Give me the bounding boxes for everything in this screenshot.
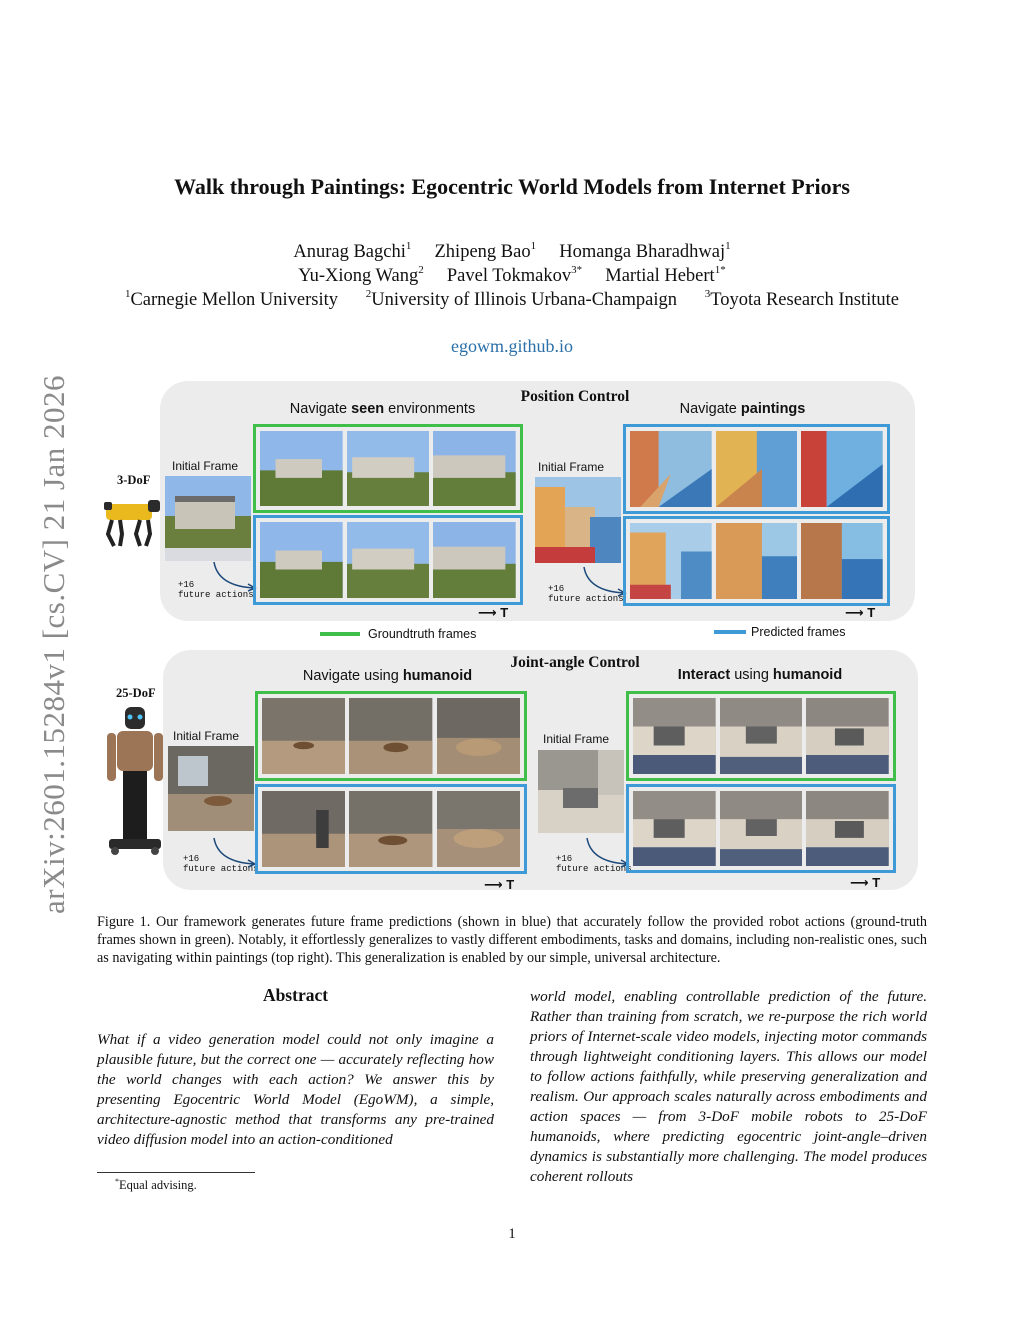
time-arrow: ⟶ T <box>478 605 509 620</box>
frame-thumbnail <box>801 431 883 507</box>
affiliation: $^1$Carnegie Mellon University <box>124 288 339 310</box>
author: Pavel Tokmakov$^{3*}$ <box>446 264 583 286</box>
frame-thumbnail <box>437 791 520 867</box>
navigate-humanoid-heading: Navigate using humanoid <box>302 668 473 684</box>
predicted-legend-swatch <box>714 630 746 634</box>
abstract-right-column: world model, enabling controllable prediction of the future. Rather than training from scratch, we re-purpose the rich world priors of Internet-scale video models, injecting motor commands through lightweight conditioning layers. This allows our model to follow actions faithfully, while preserving generalization and realism. Our approach scales naturally across embodiments and action spaces — from 3-DoF mobile robots to 25-DoF humanoids, where predicting egocentric joint-angle–driven dynamics is substantially more challenging. The model produces coherent rollouts <box>530 988 927 1185</box>
predicted-frames-paintings-row2 <box>623 516 890 606</box>
frame-thumbnail <box>806 791 889 866</box>
predicted-frames-seen <box>253 515 523 605</box>
frame-thumbnail <box>633 698 716 774</box>
initial-frame-image <box>165 476 251 561</box>
position-control-title: Position Control <box>520 388 630 405</box>
frame-thumbnail <box>349 791 432 867</box>
groundtruth-frames-seen <box>253 424 523 513</box>
dof-label-25: 25-DoF <box>116 686 156 700</box>
initial-frame-label: Initial Frame <box>172 459 239 473</box>
affiliations <box>0 288 1024 311</box>
arxiv-stamp: arXiv:2601.15284v1 [cs.CV] 21 Jan 2026 <box>36 374 71 914</box>
frame-thumbnail <box>633 791 716 866</box>
frame-thumbnail <box>262 698 345 774</box>
frame-thumbnail <box>630 431 712 507</box>
future-actions-note: +16 future actions <box>183 854 259 874</box>
author: Zhipeng Bao$^1$ <box>434 240 537 262</box>
initial-frame-label: Initial Frame <box>538 460 605 474</box>
author: Yu-Xiong Wang$^2$ <box>298 264 424 286</box>
frame-thumbnail <box>260 431 343 506</box>
initial-frame-desk <box>538 750 624 833</box>
frame-thumbnail <box>716 431 798 507</box>
frame-thumbnail <box>801 523 883 599</box>
predicted-legend-label: Predicted frames <box>751 625 846 639</box>
joint-angle-control-title: Joint-angle Control <box>510 654 640 671</box>
humanoid-robot-icon <box>105 705 165 855</box>
time-arrow: ⟶ T <box>845 605 876 620</box>
initial-frame-label: Initial Frame <box>543 732 610 746</box>
initial-frame-room <box>168 746 254 831</box>
frame-thumbnail <box>720 791 803 866</box>
time-arrow: ⟶ T <box>850 875 881 890</box>
page-number: 1 <box>508 1226 516 1242</box>
affiliation: $^2$University of Illinois Urbana-Champaign <box>365 288 677 310</box>
frame-thumbnail <box>716 523 798 599</box>
predicted-frames-humanoid-nav <box>255 784 527 874</box>
initial-frame-label: Initial Frame <box>173 729 240 743</box>
figure-caption: Figure 1. Our framework generates future frame predictions (shown in blue) that accurately follow the provided robot actions (ground-truth frames shown in green). Notably, it effortlessly generalizes to vastly different embodiments, tasks and domains, including non-realistic ones, such as navigating within paintings (top right). This generalization is enabled by our simple, universal architecture. <box>97 914 927 966</box>
frame-thumbnail <box>630 523 712 599</box>
initial-frame-painting <box>535 477 621 563</box>
frame-thumbnail <box>437 698 520 774</box>
navigate-seen-heading: Navigate seen environments <box>289 401 476 417</box>
author: Martial Hebert$^{1*}$ <box>605 264 726 286</box>
frame-thumbnail <box>720 698 803 774</box>
authors-line-1 <box>0 240 1024 263</box>
paper-title: Walk through Paintings: Egocentric World Models from Internet Priors <box>174 174 850 199</box>
frame-thumbnail <box>433 431 516 506</box>
groundtruth-legend-label: Groundtruth frames <box>368 627 477 641</box>
author: Anurag Bagchi$^1$ <box>293 240 412 262</box>
future-actions-note: +16 future actions <box>556 854 632 874</box>
frame-thumbnail <box>347 431 430 506</box>
time-arrow: ⟶ T <box>484 877 515 892</box>
abstract-heading: Abstract <box>262 985 329 1005</box>
predicted-frames-humanoid-interact <box>626 784 896 873</box>
interact-humanoid-heading: Interact using humanoid <box>677 667 843 683</box>
abstract-left-column: What if a video generation model could not only imagine a plausible future, but the correct one — accurately reflecting how the world changes with each action? We answer this by presenting Egocentric World Model (EgoWM), a simple, architecture-agnostic method that transforms any pre-trained video diffusion model into an action-conditioned <box>97 1031 494 1148</box>
groundtruth-frames-humanoid-nav <box>255 691 527 781</box>
frame-thumbnail <box>806 698 889 774</box>
frame-thumbnail <box>349 698 432 774</box>
affiliation: $^3$Toyota Research Institute <box>704 288 900 310</box>
curved-arrow-icon <box>210 836 260 873</box>
future-actions-note: +16 future actions <box>548 584 624 604</box>
quadruped-robot-icon <box>100 490 162 550</box>
footnote: *Equal advising. <box>115 1177 197 1193</box>
dof-label-3: 3-DoF <box>117 473 151 487</box>
groundtruth-frames-humanoid-interact <box>626 691 896 781</box>
project-link[interactable]: egowm.github.io <box>451 336 573 356</box>
author: Homanga Bharadhwaj$^1$ <box>559 240 731 262</box>
frame-thumbnail <box>260 522 343 598</box>
navigate-paintings-heading: Navigate paintings <box>679 401 806 417</box>
authors-line-2 <box>0 264 1024 287</box>
predicted-frames-paintings-row1 <box>623 424 890 514</box>
frame-thumbnail <box>262 791 345 867</box>
footnote-rule <box>97 1172 255 1173</box>
frame-thumbnail <box>433 522 516 598</box>
frame-thumbnail <box>347 522 430 598</box>
groundtruth-legend-swatch <box>320 632 360 636</box>
future-actions-note: +16 future actions <box>178 580 254 600</box>
